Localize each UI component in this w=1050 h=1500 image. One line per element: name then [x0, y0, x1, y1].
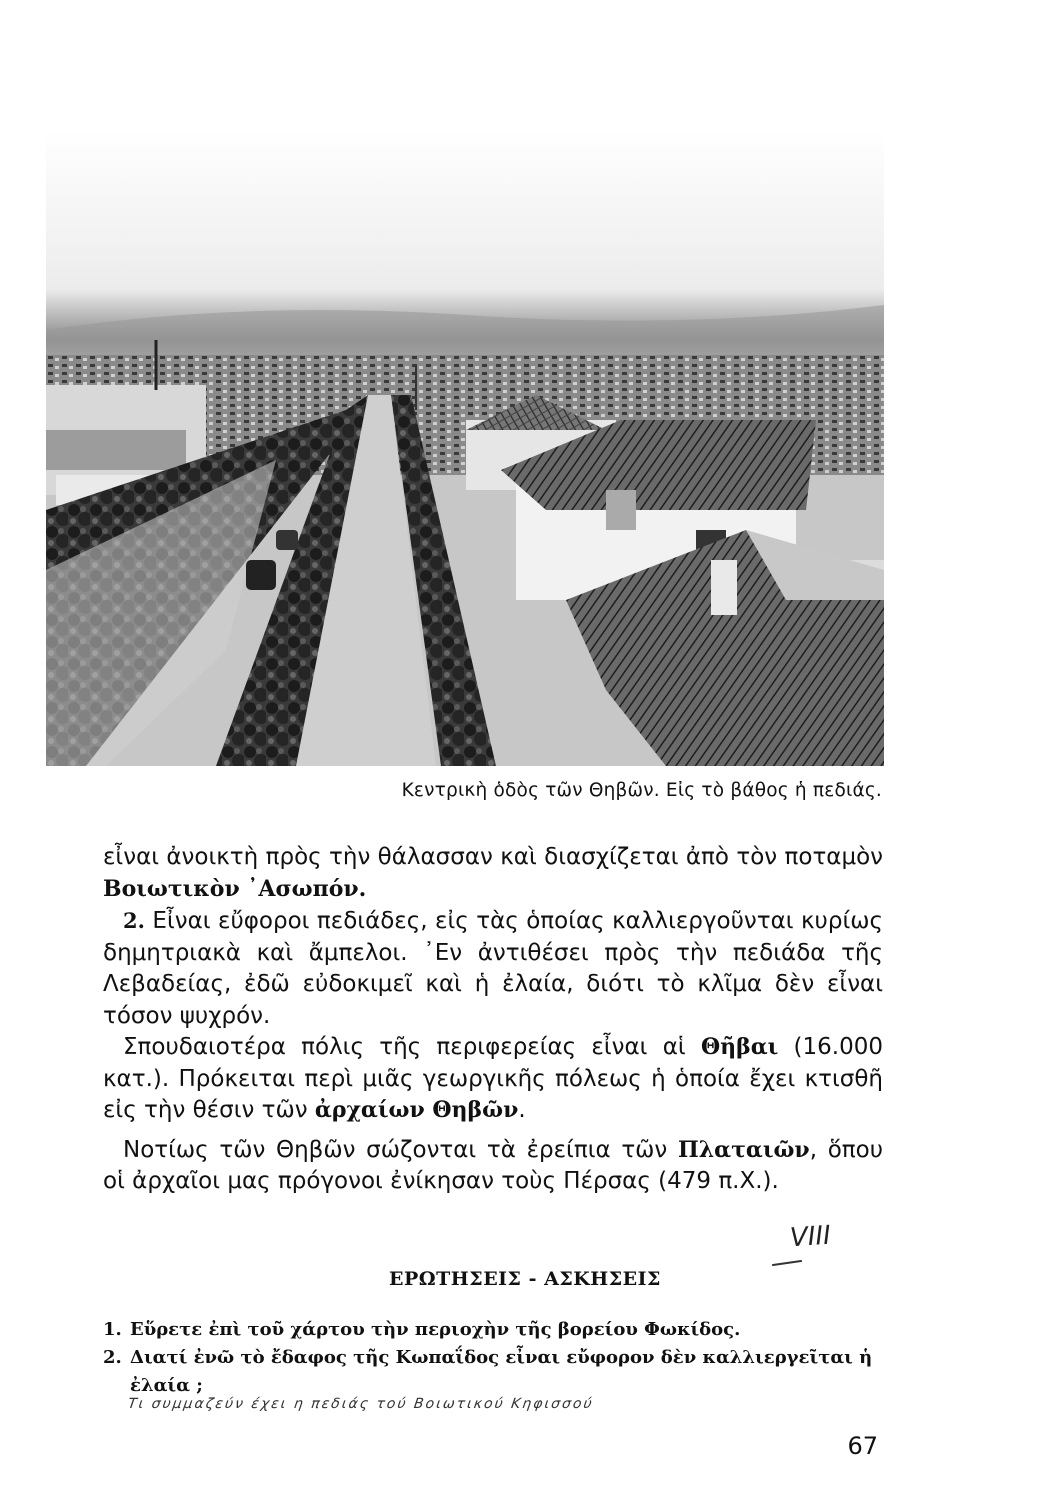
questions-list: [103, 1316, 893, 1400]
paragraph-2-text: Εἶναι εὔφοροι πεδιάδες, εἰς τὰς ὁποίας καλλιεργοῦνται κυρίως δημητριακὰ καὶ ἄμπελοι. ᾿Εν ἀντιθέσει πρὸς τὴν πεδιάδα τῆς Λεβαδείας, ἐδῶ εὐδοκιμεῖ καὶ ἡ ἐλαία, διότι τὸ κλῖμα δὲν εἶναι τόσον ψυχρόν.: [103, 908, 883, 1029]
paragraph-4: [103, 1135, 883, 1198]
photo-caption: Κεντρικὴ ὁδὸς τῶν Θηβῶν. Εἰς τὸ βάθος ἡ πεδιάς.: [401, 780, 882, 801]
question-text: Διατί ἐνῶ τὸ ἔδαφος τῆς Κωπαΐδος εἶναι εὔφορον δὲν καλλιεργεῖται ἡ ἐλαία ;: [130, 1347, 873, 1396]
plataea-term: Πλαταιῶν: [677, 1136, 810, 1163]
question-text: Εὕρετε ἐπὶ τοῦ χάρτου τὴν περιοχὴν τῆς βορείου Φωκίδος.: [130, 1319, 741, 1340]
paragraph-2: [103, 905, 883, 1032]
question-item: [103, 1316, 893, 1344]
page-number: 67: [847, 1432, 878, 1460]
asopos-term: Βοιωτικὸν ᾿Ασωπόν.: [103, 875, 367, 902]
handwritten-dash: [772, 1260, 802, 1266]
paragraph-3-text-b: (16.000 κατ.). Πρόκειται περὶ μιᾶς γεωργικῆς πόλεως ἡ ὁποία ἔχει κτισθῆ εἰς τὴν θέσιν τῶν: [103, 1034, 884, 1123]
handwritten-margin-mark: VIII: [789, 1220, 832, 1254]
paragraph-3-text-a: Σπουδαιοτέρα πόλις τῆς περιφερείας εἶναι αἱ: [123, 1034, 701, 1060]
body-text: [103, 842, 883, 1198]
exercises-heading: ΕΡΩΤΗΣΕΙΣ - ΑΣΚΗΣΕΙΣ: [388, 1268, 661, 1290]
question-item: [103, 1344, 893, 1400]
question-number: 2.: [103, 1347, 122, 1368]
paragraph-3-text-c: .: [518, 1097, 526, 1123]
paragraph-4-text-b: , ὅπου οἱ ἀρχαῖοι μας πρόγονοι ἐνίκησαν τοὺς Πέρσας (479 π.Χ.).: [103, 1136, 884, 1194]
thebes-term: Θῆβαι: [700, 1034, 779, 1060]
ancient-thebes-term: ἀρχαίων Θηβῶν: [314, 1097, 519, 1123]
paragraph-4-text-a: Νοτίως τῶν Θηβῶν σώζονται τὰ ἐρείπια τῶν: [123, 1136, 678, 1163]
question-number: 1.: [103, 1319, 122, 1340]
street-photograph: [46, 130, 884, 766]
paragraph-2-number: 2.: [123, 908, 145, 933]
paragraph-1: [103, 842, 883, 905]
paragraph-1-text: εἶναι ἀνοικτὴ πρὸς τὴν θάλασσαν καὶ διασχίζεται ἀπὸ τὸν ποταμὸν: [103, 844, 883, 870]
paragraph-3: [103, 1032, 883, 1127]
handwritten-note: Τι συμμαζεύν έχει η πεδιάς τού Βοιωτικού Κηφισσού: [126, 1396, 595, 1412]
